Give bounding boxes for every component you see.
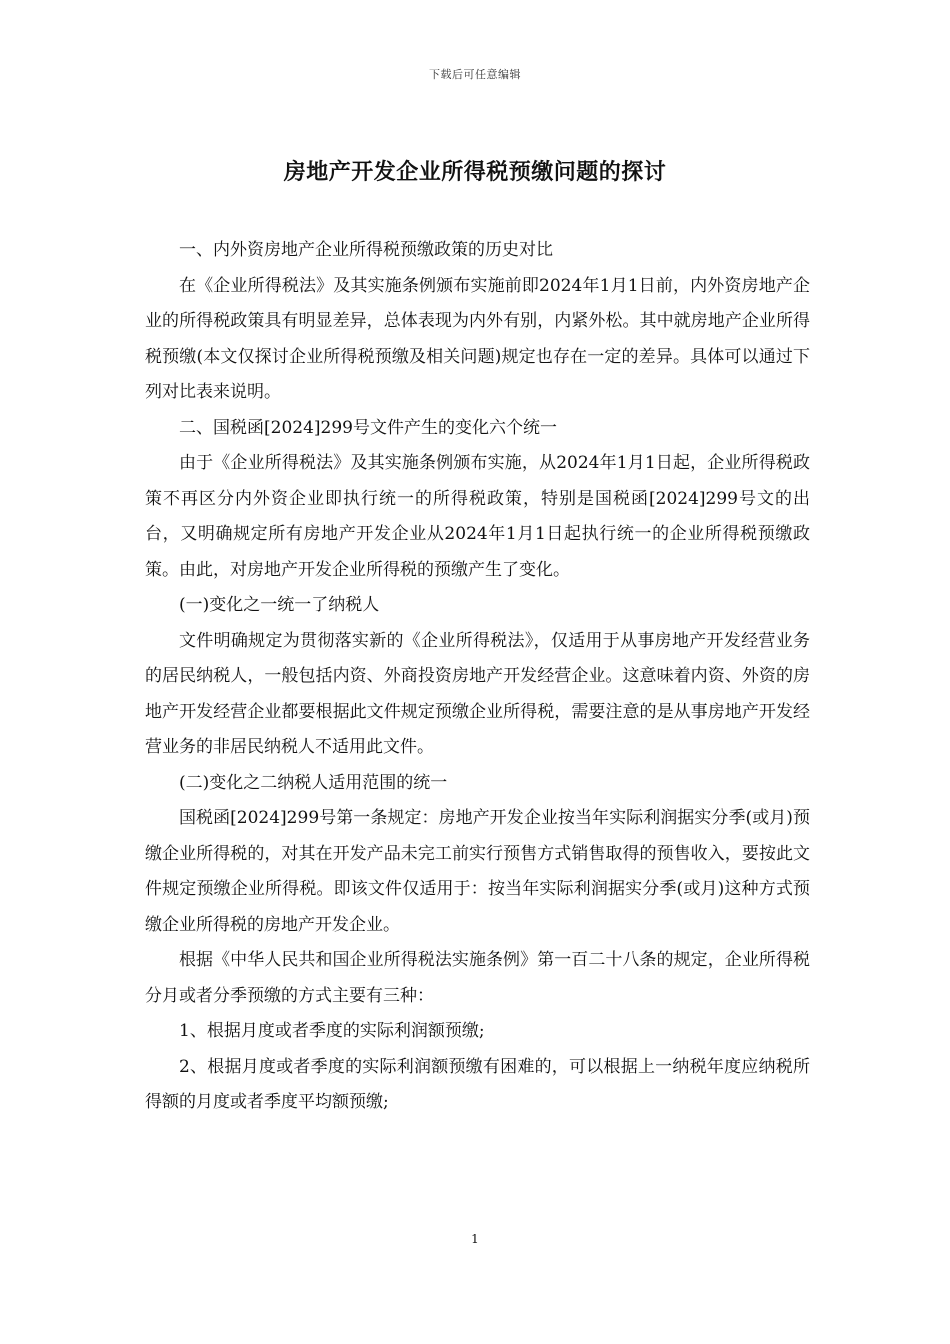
- subsection-heading-1: (一)变化之一统一了纳税人: [179, 595, 380, 615]
- document-body: [145, 233, 810, 1121]
- page-number: 1: [471, 1232, 479, 1246]
- header-note: 下载后可任意编辑: [429, 68, 521, 81]
- paragraph: 由于《企业所得税法》及其实施条例颁布实施，从2024年1月1日起，企业所得税政策不再区分内外资企业即执行统一的所得税政策，特别是国税函[2024]299号文的出台，又明确规定所有房地产开发企业从2024年1月1日起执行统一的企业所得税预缴政策。由此，对房地产开发企业所得税的预缴产生了变化。: [145, 453, 810, 580]
- paragraph: 在《企业所得税法》及其实施条例颁布实施前即2024年1月1日前，内外资房地产企业的所得税政策具有明显差异，总体表现为内外有别，内紧外松。其中就房地产企业所得税预缴(本文仅探讨企业所得税预缴及相关问题)规定也存在一定的差异。具体可以通过下列对比表来说明。: [145, 275, 810, 402]
- document-title: 房地产开发企业所得税预缴问题的探讨: [283, 159, 667, 185]
- paragraph: 国税函[2024]299号第一条规定：房地产开发企业按当年实际利润据实分季(或月)预缴企业所得税的，对其在开发产品未完工前实行预售方式销售取得的预售收入，要按此文件规定预缴企业所得税。即该文件仅适用于：按当年实际利润据实分季(或月)这种方式预缴企业所得税的房地产开发企业。: [145, 808, 810, 935]
- list-item: 2、根据月度或者季度的实际利润额预缴有困难的，可以根据上一纳税年度应纳税所得额的月度或者季度平均额预缴;: [145, 1056, 810, 1112]
- list-item: 1、根据月度或者季度的实际利润额预缴;: [179, 1021, 485, 1041]
- subsection-heading-2: (二)变化之二纳税人适用范围的统一: [179, 772, 448, 793]
- paragraph: 文件明确规定为贯彻落实新的《企业所得税法》，仅适用于从事房地产开发经营业务的居民纳税人，一般包括内资、外商投资房地产开发经营企业。这意味着内资、外资的房地产开发经营企业都要根据此文件规定预缴企业所得税，需要注意的是从事房地产开发经营业务的非居民纳税人不适用此文件。: [145, 630, 810, 757]
- section-heading-1: 一、内外资房地产企业所得税预缴政策的历史对比: [179, 240, 553, 260]
- paragraph: 根据《中华人民共和国企业所得税法实施条例》第一百二十八条的规定，企业所得税分月或者分季预缴的方式主要有三种：: [145, 950, 810, 1006]
- section-heading-2: 二、国税函[2024]299号文件产生的变化六个统一: [179, 417, 557, 438]
